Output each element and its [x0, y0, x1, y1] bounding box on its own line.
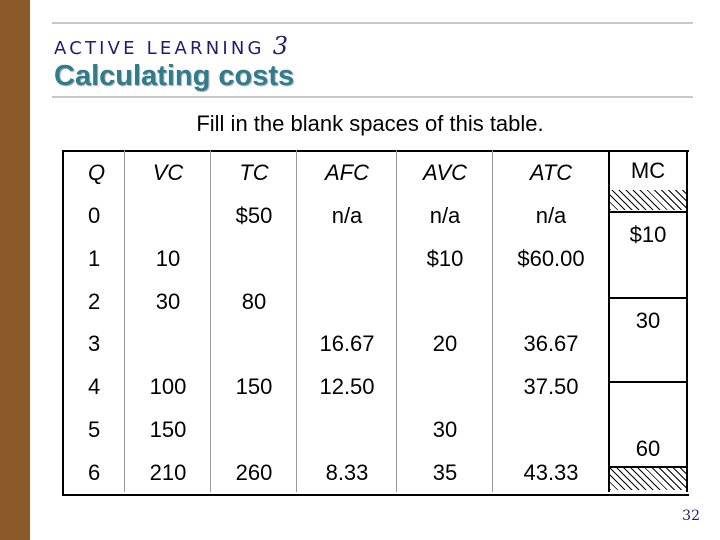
column-header-avc: AVC [397, 151, 493, 195]
table-row [63, 280, 689, 323]
cell-avc: 30 [432, 416, 458, 442]
mc-header: MC [630, 158, 666, 183]
mc-value: $10 [629, 222, 667, 247]
cell-afc[interactable] [297, 238, 397, 281]
cost-table [62, 150, 689, 496]
title-rule [52, 96, 693, 98]
mc-hatched-cell [610, 468, 686, 490]
cell-q: 6 [63, 451, 125, 495]
cell-atc[interactable] [493, 280, 609, 323]
cell-avc: 35 [397, 451, 493, 495]
page-number: 32 [682, 508, 700, 524]
column-divider [396, 150, 397, 492]
top-rule [52, 22, 693, 24]
column-divider [492, 150, 493, 492]
cell-atc: 36.67 [523, 331, 579, 357]
cell-q: 5 [63, 409, 125, 452]
slide-title: Calculating costs [54, 60, 295, 92]
cell-q: 3 [63, 323, 125, 366]
kicker [54, 32, 288, 60]
table-header-row [63, 151, 689, 195]
column-header-atc: ATC [493, 151, 609, 195]
cell-avc: $10 [426, 245, 464, 271]
cell-afc: 12.50 [319, 374, 375, 400]
cell-vc: 100 [149, 374, 187, 400]
cell-afc: 16.67 [319, 331, 375, 357]
table-row [63, 238, 689, 281]
table-row [63, 366, 689, 409]
mc-column [608, 150, 688, 492]
column-divider [124, 150, 125, 492]
cell-avc[interactable] [397, 366, 493, 409]
cell-q: 0 [63, 195, 125, 238]
cell-tc: 150 [235, 374, 273, 400]
mc-hatched-cell [610, 190, 686, 210]
cell-vc[interactable] [125, 195, 211, 238]
cell-avc: 20 [432, 331, 458, 357]
cost-table-container [62, 150, 688, 492]
cell-q: 1 [63, 238, 125, 281]
cell-tc: 260 [211, 451, 297, 495]
cell-afc[interactable] [297, 409, 397, 452]
cell-q: 2 [63, 280, 125, 323]
cell-avc: n/a [429, 203, 461, 229]
cell-tc: $50 [235, 203, 273, 229]
cell-avc[interactable] [397, 280, 493, 323]
mc-divider [610, 211, 686, 213]
cell-tc: 80 [241, 288, 267, 314]
cost-table-body [63, 151, 689, 495]
table-row [63, 451, 689, 495]
mc-value: 30 [635, 308, 661, 333]
column-divider [296, 150, 297, 492]
side-accent-bar [0, 0, 30, 540]
kicker-text: ACTIVE LEARNING [54, 38, 265, 59]
cell-tc[interactable] [211, 323, 297, 366]
mc-divider [610, 381, 686, 383]
cell-atc: 43.33 [493, 451, 609, 495]
cell-tc[interactable] [211, 238, 297, 281]
cell-afc: n/a [331, 203, 363, 229]
table-row [63, 195, 689, 238]
cell-vc: 210 [125, 451, 211, 495]
cell-vc: 150 [149, 416, 187, 442]
column-header-vc: VC [125, 151, 211, 195]
cell-tc[interactable] [211, 409, 297, 452]
cell-atc: $60.00 [517, 245, 585, 271]
cell-afc[interactable] [297, 280, 397, 323]
cell-vc: 30 [155, 288, 181, 314]
column-header-q: Q [63, 151, 125, 195]
cell-q: 4 [63, 366, 125, 409]
mc-divider [610, 297, 686, 299]
table-row [63, 409, 689, 452]
column-divider [210, 150, 211, 492]
instructions-text: Fill in the blank spaces of this table. [196, 111, 544, 136]
cell-atc: 37.50 [523, 374, 579, 400]
cell-atc: n/a [535, 203, 567, 229]
cell-vc[interactable] [125, 323, 211, 366]
kicker-number: 3 [272, 32, 288, 60]
table-row [63, 323, 689, 366]
mc-value: 60 [635, 436, 661, 461]
cell-atc[interactable] [493, 409, 609, 452]
cell-afc: 8.33 [297, 451, 397, 495]
cell-vc: 10 [155, 245, 181, 271]
column-header-afc: AFC [297, 151, 397, 195]
column-header-tc: TC [211, 151, 297, 195]
